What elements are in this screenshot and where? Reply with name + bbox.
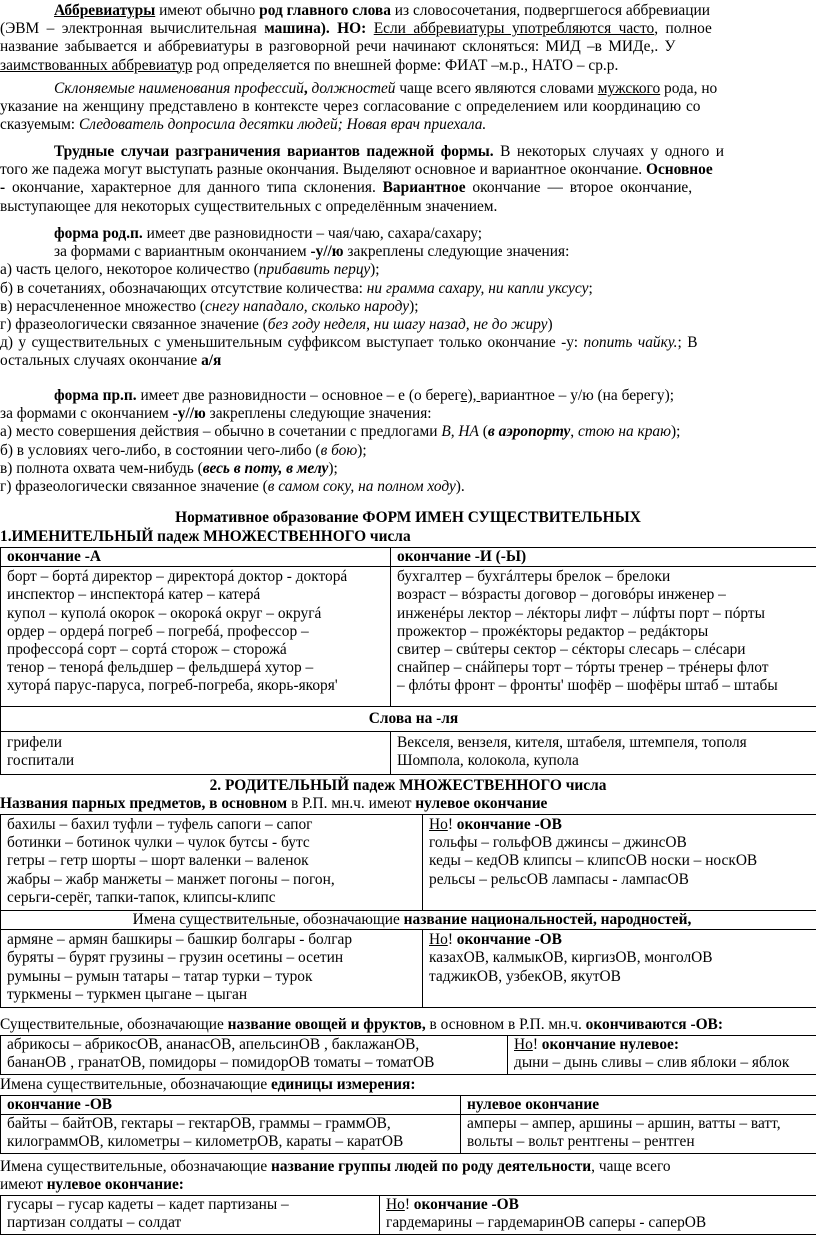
list-item: госпитали <box>7 752 75 770</box>
nationalities-caption: Имена существительные, обозначающие название национальностей, народностей, <box>1 911 816 930</box>
list-item: снайпер – снáйперы торт – тóрты тренер – трéнеры флот <box>397 659 769 677</box>
list-item: казахОВ, калмыкОВ, киргизОВ, монголОВ <box>429 949 713 967</box>
list-item: тенор – тенорá фельдшер – фельдшерá хутор – <box>7 659 314 677</box>
list-item: гетры – гетр шорты – шорт валенки – валенок <box>7 852 309 870</box>
paired-objects-right: Но! окончание -ОВ гольфы – гольфОВ джинсы – джинсОВ кеды – кедОВ клипсы – клипсОВ носки – носкОВ рельсы – рельсОВ лампасы - лампасОВ <box>423 815 816 911</box>
nominative-ly-left <box>1 732 391 775</box>
list-item: инспектор – инспекторá катер – катерá <box>7 586 261 604</box>
nominative-header-a: окончание -А <box>1 548 391 567</box>
groups-table <box>0 1195 816 1235</box>
units-caption: Имена существительные, обозначающие единицы измерения: <box>0 1076 416 1093</box>
list-item: гольфы – гольфОВ джинсы – джинсОВ <box>429 834 687 852</box>
list-item: бахилы – бахил туфли – туфель сапоги – сапог <box>7 816 313 833</box>
nominative-list-i <box>391 567 816 707</box>
list-item: рельсы – рельсОВ лампасы - лампасОВ <box>429 870 689 888</box>
nationalities-right: Но! окончание -ОВ казахОВ, калмыкОВ, киргизОВ, монголОВ таджикОВ, узбекОВ, якутОВ <box>423 930 816 1008</box>
list-item: Шомпола, колокола, купола <box>397 752 579 770</box>
paragraph-abbreviations: Аббревиатуры имеют обычно род главного слова из словосочетания, подвергшегося аббревиации (ЭВМ – электронная вычислительная машина). НО: Если аббревиатуры употребляются часто, полное название забывается и аббревиатуры в разговорной речи начинают склоняться: МИД –в МИДе,. У заимствованных аббревиатур род определяется по внешней форме: ФИАТ –м.р., НАТО – ср.р. <box>0 2 712 74</box>
groups-left <box>1 1196 380 1235</box>
units-header-ov: окончание -ОВ <box>1 1096 461 1115</box>
list-item: купол – куполá окорок – окорокá округ – округá <box>7 604 322 622</box>
paragraph-professions: Склоняемые наименования профессий, должностей чаще всего являются словами мужского рода, но указание на женщину представлено в контексте через согласование с определением или координацию со сказуемым: Следователь допросила десятки людей; Новая врач приехала. <box>0 80 718 134</box>
vegetables-table <box>0 1035 816 1075</box>
units-table <box>0 1095 816 1154</box>
list-item: дыни – дынь сливы – слив яблоки – яблок <box>514 1054 790 1072</box>
list-item: Векселя, вензеля, кителя, штабеля, штемпеля, тополя <box>397 734 747 752</box>
genitive-forms: форма род.п. имеет две разновидности – чая/чаю, сахара/сахару; за формами с вариантным окончанием -у//ю закреплены следующие значения: а) часть целого, некоторое количество (прибавить перцу); б) в сочетаниях, обозначающих отсутствие количества: ни грамма сахару, ни капли уксусу; в) нерасчлененное множество (снегу нападало, сколько народу); г) фразеологически связанное значение (без году неделя, ни шагу назад, не до жиру) д) у существительных с уменьшительным суффиксом выступает только окончание -у: попить чайку.; В остальных случаях окончание а/я <box>0 225 698 370</box>
prepositional-forms: форма пр.п. имеет две разновидности – основное – е (о береге), вариантное – у/ю (на берегу); за формами с окончанием -у//ю закреплены следующие значения: а) место совершения действия – обычно в сочетании с предлогами В, НА (в аэропорту, стою на краю); б) в условиях чего-либо, в состоянии чего-либо (в бою); в) полнота охвата чем-нибудь (весь в поту, в мелу); г) фразеологически связанное значение (в самом соку, на полном ходу). <box>0 387 681 496</box>
vegetables-caption: Существительные, обозначающие название овощей и фруктов, в основном в Р.П. мн.ч. окончиваются -ОВ: <box>0 1016 723 1033</box>
nominative-mid-header: Слова на -ля <box>1 707 816 732</box>
list-item: вольты – вольт рентгены – рентген <box>467 1133 695 1151</box>
list-item: байты – байтОВ, гектары – гектарОВ, граммы – граммОВ, <box>7 1115 391 1133</box>
units-header-zero: нулевое окончание <box>461 1096 816 1115</box>
list-item: партизан солдаты – солдат <box>7 1214 182 1232</box>
list-item: – флóты фронт – фронты' шофёр – шофёры штаб – штабы <box>397 677 778 695</box>
nationalities-left <box>1 930 423 1008</box>
units-right <box>461 1115 816 1154</box>
groups-right: Но! окончание -ОВ гардемарины – гардемаринОВ саперы - саперОВ <box>380 1196 816 1235</box>
list-item: гусары – гусар кадеты – кадет партизаны – <box>7 1196 289 1213</box>
vegetables-left <box>1 1036 508 1075</box>
list-item: прожектор – прожéкторы редактор – редáкторы <box>397 622 709 640</box>
list-item: бухгалтер – бухгáлтеры брелок – брелоки <box>397 568 671 586</box>
list-item: румыны – румын татары – татар турки – турок <box>7 967 313 985</box>
list-item: жабры – жабр манжеты – манжет погоны – погон, <box>7 870 335 888</box>
list-item: ботинки – ботинок чулки – чулок бутсы - бутс <box>7 834 310 852</box>
term-abbreviations: Аббревиатуры <box>54 2 156 19</box>
units-left <box>1 1115 461 1154</box>
list-item: бананОВ , гранатОВ, помидоры – помидорОВ томаты – томатОВ <box>7 1054 435 1072</box>
list-item: свитер – свúтеры сектор – сéкторы слесарь – слéсари <box>397 641 746 659</box>
section-title: Нормативное образование ФОРМ ИМЕН СУЩЕСТВИТЕЛЬНЫХ <box>175 509 641 526</box>
list-item: килограммОВ, километры – километрОВ, караты – каратОВ <box>7 1133 404 1151</box>
list-item: армяне – армян башкиры – башкир болгары - болгар <box>7 931 353 949</box>
section-2-title: 2. РОДИТЕЛЬНЫЙ падеж МНОЖЕСТВЕННОГО числа <box>209 777 607 794</box>
list-item: амперы – ампер, аршины – аршин, ватты – ватт, <box>467 1115 781 1133</box>
list-item: серьги-серёг, тапки-тапок, клипсы-клипс <box>7 888 276 906</box>
nominative-ly-right <box>391 732 816 775</box>
list-item: профессорá сорт – сортá сторож – сторожá <box>7 641 287 659</box>
list-item: кеды – кедОВ клипсы – клипсОВ носки – носкОВ <box>429 852 758 870</box>
list-item: гардемарины – гардемаринОВ саперы - саперОВ <box>386 1214 707 1232</box>
list-item: возраст – вóзрасты договор – договóры инженер – <box>397 586 726 604</box>
list-item: абрикосы – абрикосОВ, ананасОВ, апельсинОВ , баклажанОВ, <box>7 1036 420 1053</box>
list-item: таджикОВ, узбекОВ, якутОВ <box>429 967 621 985</box>
paired-objects-table <box>0 814 816 1008</box>
nominative-list-a <box>1 567 391 707</box>
list-item: буряты – бурят грузины – грузин осетины – осетин <box>7 949 344 967</box>
list-item: борт – бортá директор – директорá доктор - докторá <box>7 568 348 586</box>
groups-caption: Имена существительные, обозначающие название группы людей по роду деятельности, чаще всего имеют нулевое окончание: <box>0 1158 671 1193</box>
vegetables-right: Но! окончание нулевое: дыни – дынь сливы – слив яблоки – яблок <box>508 1036 816 1075</box>
list-item: туркмены – туркмен цыгане – цыган <box>7 985 248 1003</box>
nominative-header-i: окончание -И (-Ы) <box>391 548 816 567</box>
paragraph-difficult-cases: Трудные случаи разграничения вариантов падежной формы. В некоторых случаях у одного и того же падежа могут выступать разные окончания. Выделяют основное и вариантное окончание. Основное - окончание, характерное для данного типа склонения. Вариантное окончание — второе окончание, выступающее для некоторых существительных с определённым значением. <box>0 143 724 215</box>
paired-objects-left <box>1 815 423 911</box>
nominative-table <box>0 547 816 775</box>
genitive-plural-heading: 2. РОДИТЕЛЬНЫЙ падеж МНОЖЕСТВЕННОГО числа Названия парных предметов, в основном в Р.П. мн.ч. имеют нулевое окончание <box>0 777 816 813</box>
list-item: грифели <box>7 734 62 752</box>
section-1-title: 1.ИМЕНИТЕЛЬНЫЙ падеж МНОЖЕСТВЕННОГО числа <box>0 528 411 545</box>
list-item: инженéры лектор – лéкторы лифт – лúфты порт – пóрты <box>397 604 765 622</box>
normative-heading <box>0 508 816 546</box>
list-item: ордер – ордерá погреб – погребá, профессор – <box>7 622 309 640</box>
list-item: хуторá парус-паруса, погреб-погреба, якорь-якоря' <box>7 677 338 695</box>
